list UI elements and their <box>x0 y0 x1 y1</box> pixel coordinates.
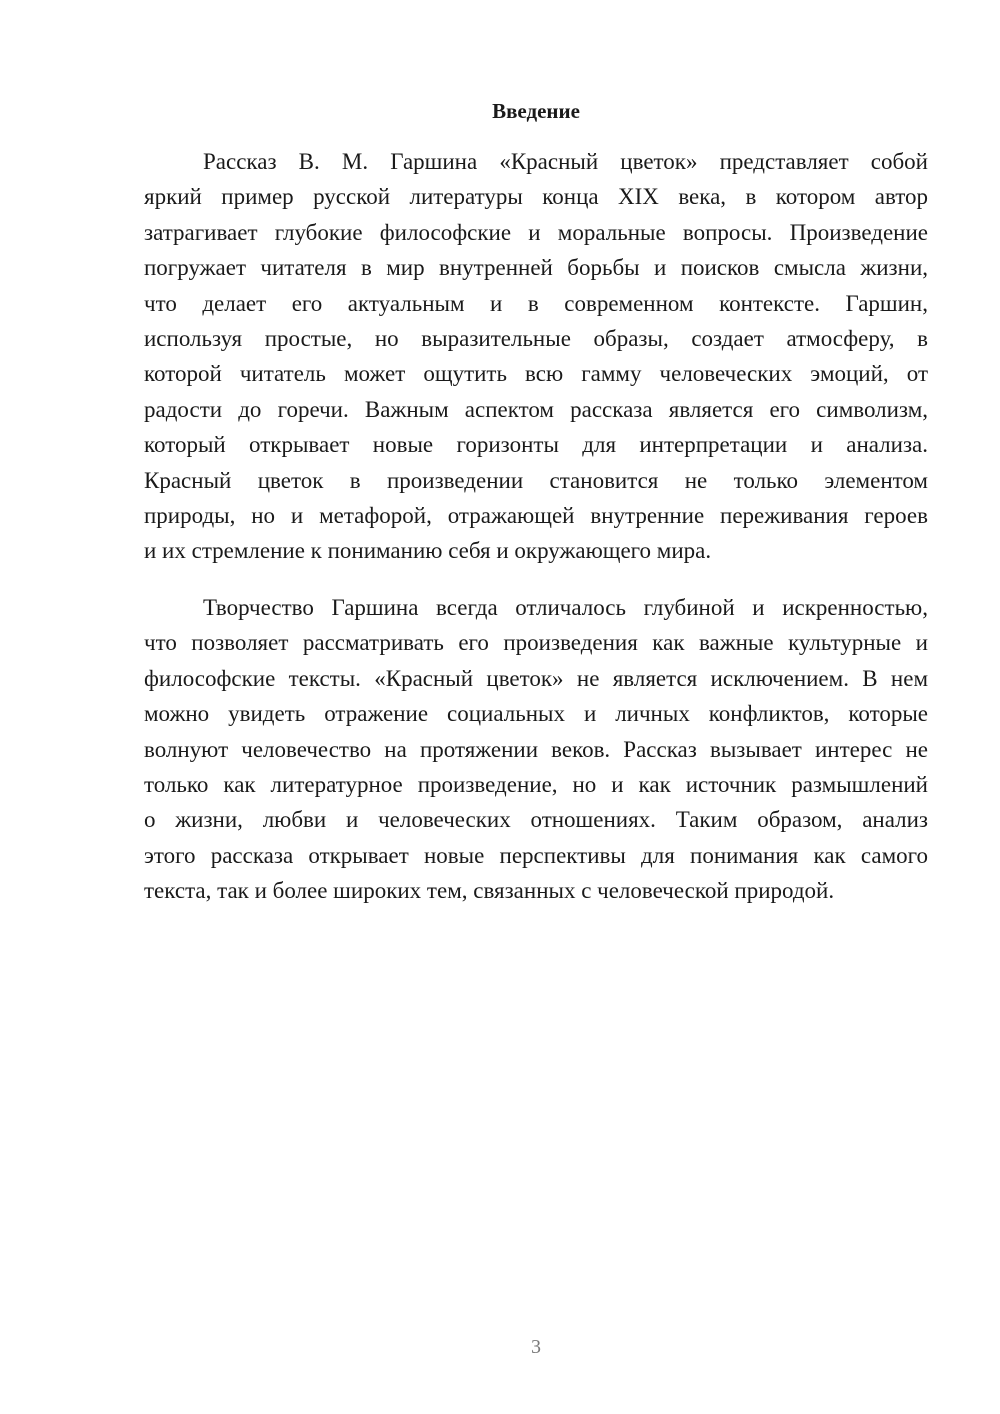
paragraph-1 <box>144 144 928 569</box>
text-line: и их стремление к пониманию себя и окружающего мира. <box>144 538 712 564</box>
paragraph-2 <box>144 590 928 909</box>
text-line: Красный цветок в произведении становится не только элементом <box>144 467 928 493</box>
text-line: затрагивает глубокие философские и моральные вопросы. Произведение <box>144 219 928 245</box>
page-title: Введение <box>492 99 580 123</box>
text-line: текста, так и более широких тем, связанных с человеческой природой. <box>144 878 835 904</box>
page-number: 3 <box>531 1336 541 1358</box>
paragraph-text <box>144 144 928 569</box>
text-line: философские тексты. «Красный цветок» не является исключением. В нем <box>144 665 928 691</box>
text-line: которой читатель может ощутить всю гамму человеческих эмоций, от <box>144 361 928 387</box>
text-line: о жизни, любви и человеческих отношениях. Таким образом, анализ <box>144 807 928 833</box>
text-line: Творчество Гаршина всегда отличалось глубиной и искренностью, <box>203 595 928 620</box>
text-line: волнуют человечество на протяжении веков. Рассказ вызывает интерес не <box>144 736 928 762</box>
text-line: что делает его актуальным и в современном контексте. Гаршин, <box>144 290 928 316</box>
text-line: радости до горечи. Важным аспектом рассказа является его символизм, <box>144 396 928 422</box>
text-line: только как литературное произведение, но и как источник размышлений <box>144 772 928 798</box>
text-line: яркий пример русской литературы конца XIX века, в котором автор <box>144 184 928 210</box>
text-line: природы, но и метафорой, отражающей внутренние переживания героев <box>144 503 928 529</box>
text-line: можно увидеть отражение социальных и личных конфликтов, которые <box>144 701 928 727</box>
text-line: погружает читателя в мир внутренней борьбы и поисков смысла жизни, <box>144 255 928 281</box>
text-line: Рассказ В. М. Гаршина «Красный цветок» представляет собой <box>203 149 928 174</box>
text-line: который открывает новые горизонты для интерпретации и анализа. <box>144 432 928 458</box>
paragraph-text <box>144 590 928 909</box>
text-line: что позволяет рассматривать его произведения как важные культурные и <box>144 630 928 656</box>
text-line: этого рассказа открывает новые перспективы для понимания как самого <box>144 842 928 868</box>
text-line: используя простые, но выразительные образы, создает атмосферу, в <box>144 326 928 352</box>
